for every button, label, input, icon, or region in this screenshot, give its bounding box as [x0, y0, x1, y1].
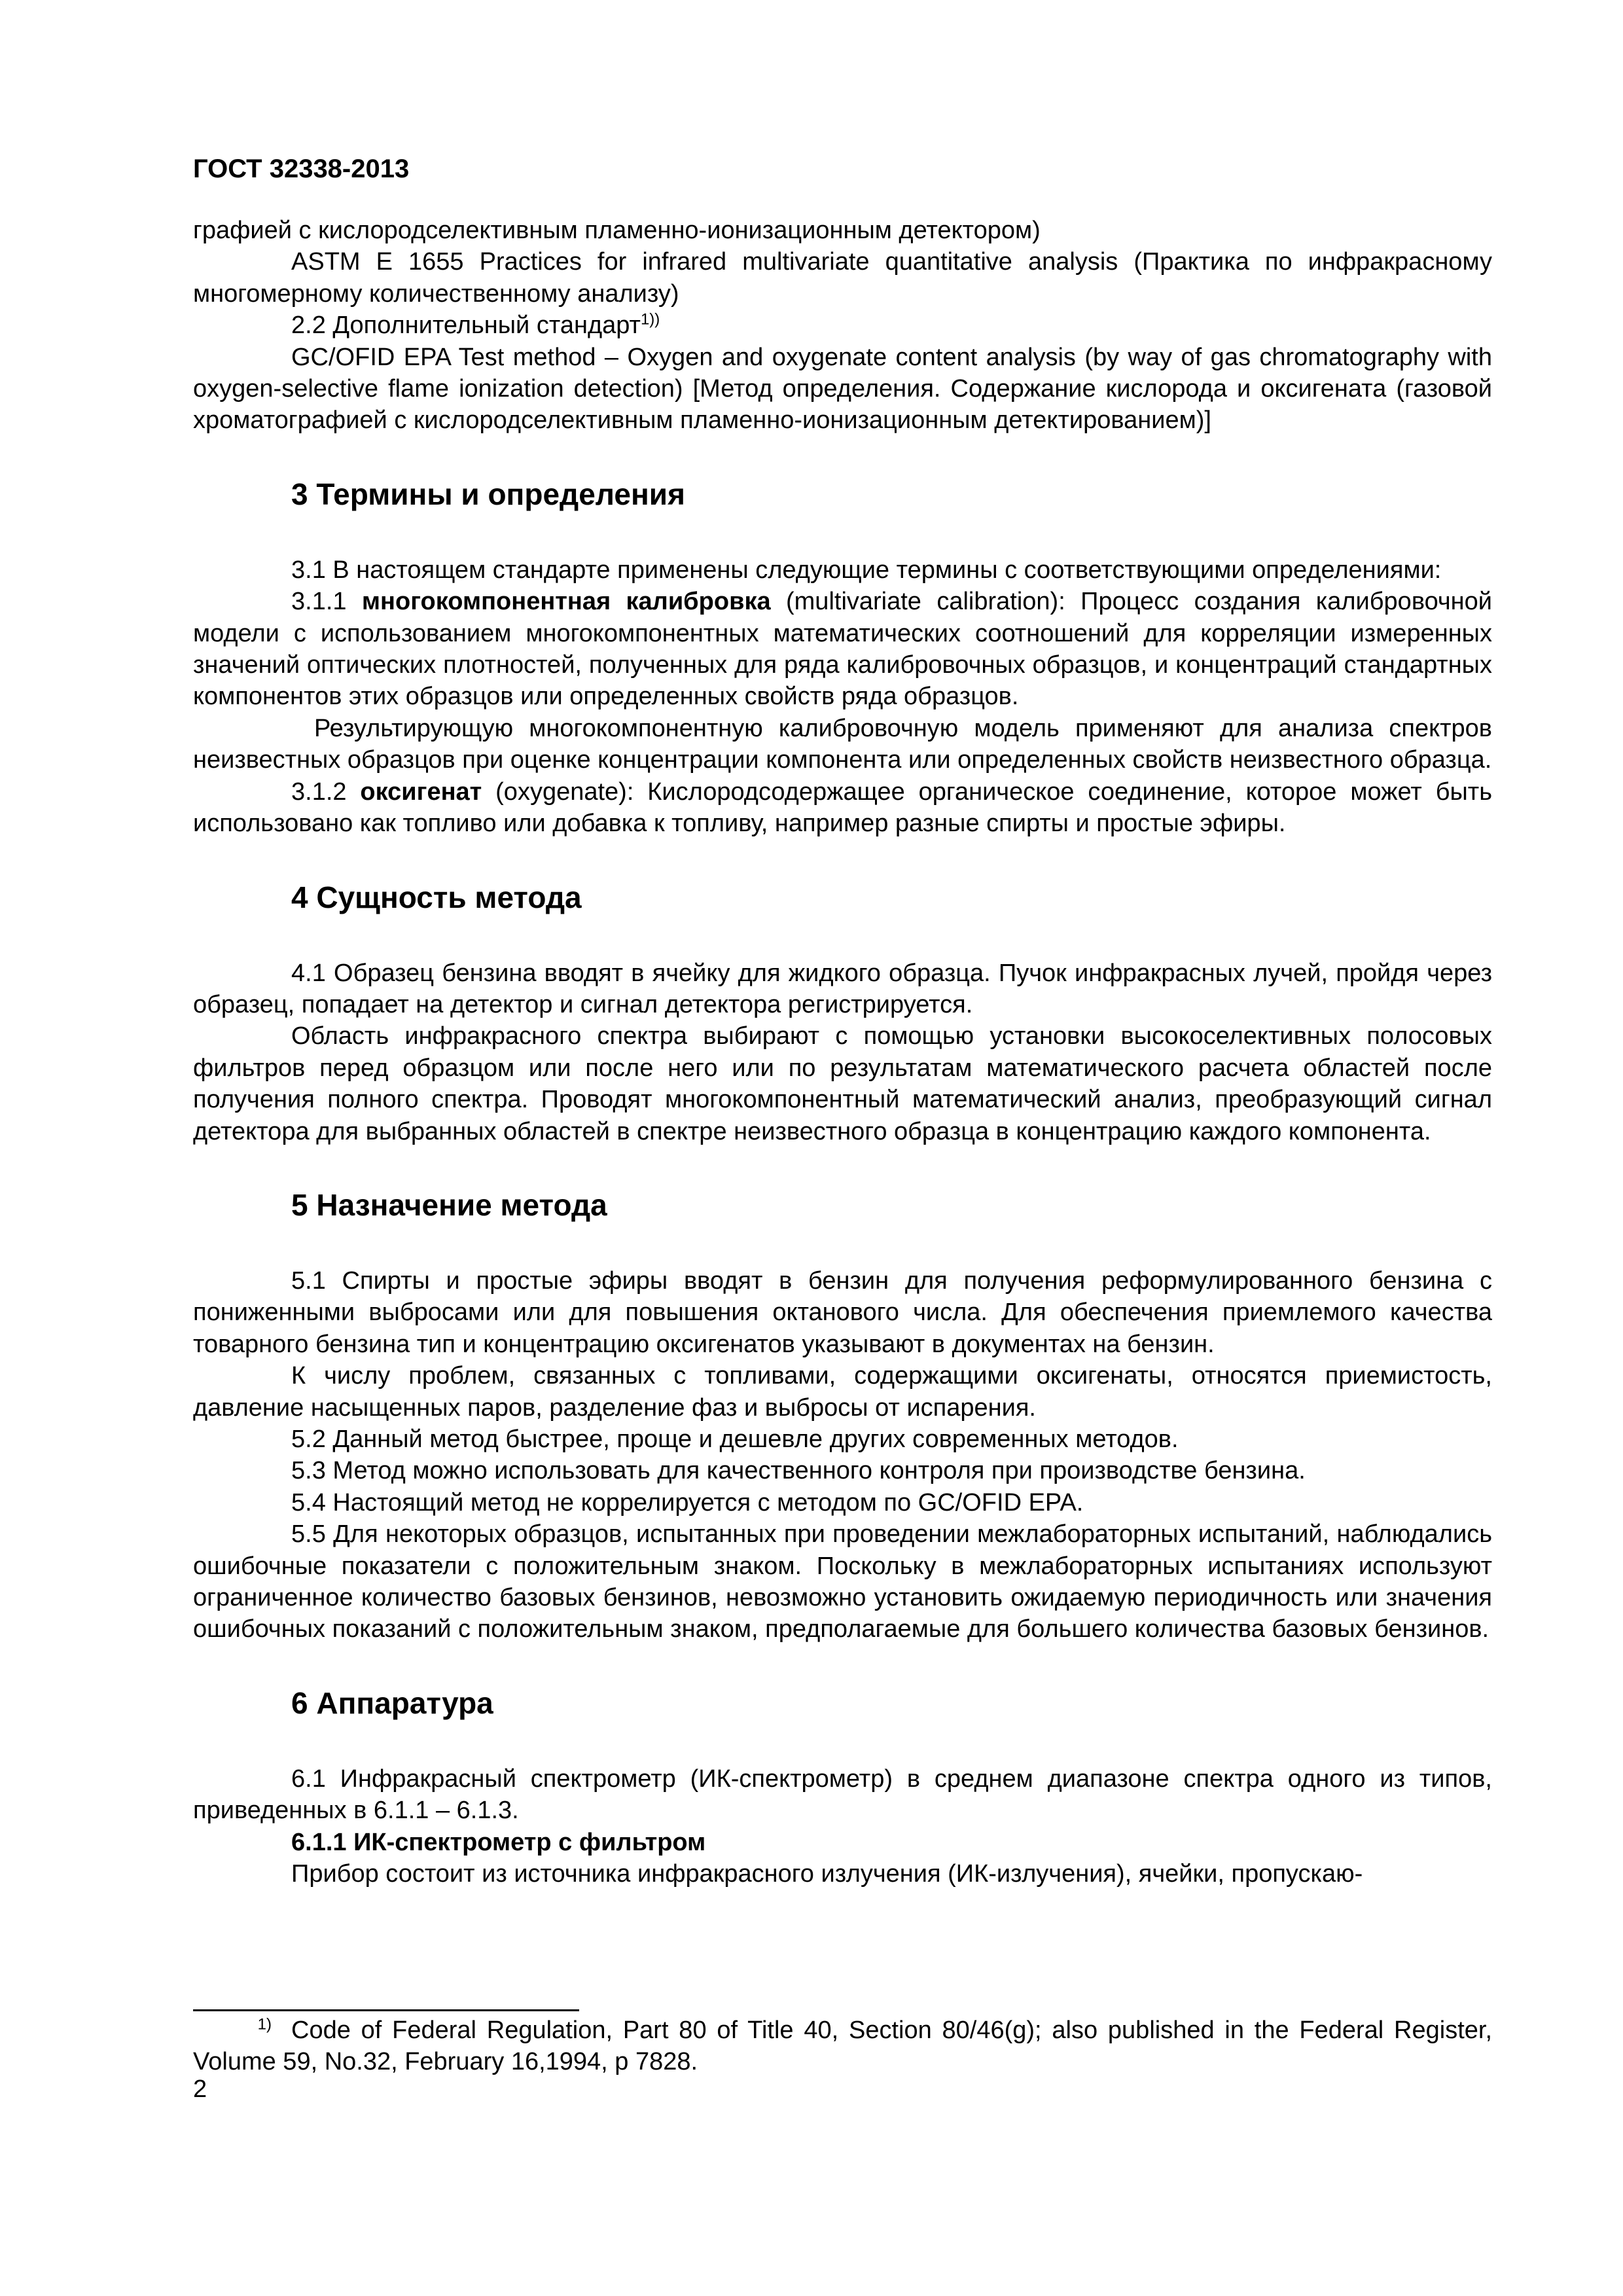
paragraph: 5.2 Данный метод быстрее, проще и дешевле других современных методов. [291, 1425, 1179, 1453]
paragraph: 3.1 В настоящем стандарте применены следующие термины с соответствующими определениями: [291, 556, 1442, 584]
paragraph-text: 2.2 Дополнительный стандарт [291, 312, 641, 340]
paragraph: К числу проблем, связанных с топливами, содержащими оксигенаты, относятся приемистость, давление насыщенных паров, разделение фаз и выбросы от испарения. [193, 1362, 1492, 1422]
term-definition [193, 776, 1492, 840]
term-number: 3.1.1 [291, 588, 362, 616]
paragraph: 5.1 Спирты и простые эфиры вводят в бензин для получения реформулированного бензина с пониженными выбросами или для повышения октанового числа. Для обеспечения приемлемого качества товарного бензина тип и концентрацию оксигенатов указывают в документах на бензин. [193, 1266, 1492, 1358]
page-body [193, 215, 1492, 1890]
term-name: оксигенат [360, 778, 482, 806]
paragraph: 5.5 Для некоторых образцов, испытанных при проведении межлабораторных испытаний, наблюдались ошибочные показатели с положительным знаком. Поскольку в межлабораторных испытаниях используют ограниченное количество базовых бензинов, невозможно установить ожидаемую периодичность или значения ошибочных показаний с положительным знаком, предполагаемые для большего количества базовых бензинов. [193, 1520, 1492, 1643]
term-definition-text: (multivariate calibration): Процесс создания калибровочной модели с использованием многокомпонентных математических соотношений для корреляции измеренных значений оптических плотностей, полученных для ряда калибровочных образцов, и концентраций стандартных компонентов этих образцов или определенных свойств ряда образцов. [193, 588, 1493, 711]
section-heading-method-purpose: 5 Назначение метода [291, 1187, 607, 1222]
paragraph: 4.1 Образец бензина вводят в ячейку для жидкого образца. Пучок инфракрасных лучей, пройдя через образец, попадает на детектор и сигнал детектора регистрируется. [193, 959, 1492, 1018]
term-name: многокомпонентная калибровка [361, 588, 771, 616]
document-code-header: ГОСТ 32338-2013 [193, 154, 410, 183]
term-definition [193, 586, 1492, 713]
term-definition-text: (oxygenate): Кислородсодержащее органическое соединение, которое может быть использовано как топливо или добавка к топливу, например разные спирты и простые эфиры. [193, 778, 1492, 838]
footnote-mark-text: 1) [257, 2015, 272, 2034]
paragraph-additional-standard [193, 310, 1492, 341]
page-number: 2 [193, 2075, 207, 2103]
section-heading-terms: 3 Термины и определения [291, 476, 685, 511]
paragraph: GC/OFID EPA Test method – Oxygen and oxygenate content analysis (by way of gas chromatography with oxygen-selective flame ionization detection) [Метод определения. Содержание кислорода и оксигената (газовой хроматографией с кислородселективным пламенно-ионизационным детектированием)] [193, 343, 1492, 435]
paragraph: Прибор состоит из источника инфракрасного излучения (ИК-излучения), ячейки, пропускаю- [291, 1860, 1363, 1888]
paragraph: Область инфракрасного спектра выбирают с помощью установки высокоселективных полосовых фильтров перед образцом или после него или по результатам математического расчета областей после получения полного спектра. Проводят многокомпонентный математический анализ, преобразующий сигнал детектора для выбранных областей в спектре неизвестного образца в концентрацию каждого компонента. [193, 1022, 1492, 1145]
paragraph: графией с кислородселективным пламенно-ионизационным детектором) [193, 217, 1041, 244]
section-heading-method-essence: 4 Сущность метода [291, 880, 582, 914]
footnote [193, 2015, 1492, 2078]
term-number: 3.1.2 [291, 778, 361, 806]
paragraph: 6.1 Инфракрасный спектрометр (ИК-спектрометр) в среднем диапазоне спектра одного из типов, приведенных в 6.1.1 – 6.1.3. [193, 1765, 1492, 1825]
term-note: Результирующую многокомпонентную калибровочную модель применяют для анализа спектров неизвестных образцов при оценке концентрации компонента или определенных свойств неизвестного образца. [193, 714, 1492, 774]
paragraph: ASTM E 1655 Practices for infrared multivariate quantitative analysis (Практика по инфракрасному многомерному количественному анализу) [193, 248, 1492, 308]
footnote-divider [193, 2009, 579, 2011]
section-heading-apparatus: 6 Аппаратура [291, 1685, 493, 1720]
paragraph: 5.4 Настоящий метод не коррелируется с методом по GC/OFID EPA. [291, 1488, 1084, 1516]
footnote-mark [193, 2015, 291, 2046]
footnote-reference: 1)) [640, 310, 660, 329]
footnote-text: Code of Federal Regulation, Part 80 of Title 40, Section 80/46(g); also published in the Federal Register, Volume 59, No.32, February 16,1994, p 7828. [193, 2017, 1492, 2076]
paragraph: 5.3 Метод можно использовать для качественного контроля при производстве бензина. [291, 1457, 1306, 1485]
subsection-heading: 6.1.1 ИК-спектрометр с фильтром [291, 1828, 706, 1856]
